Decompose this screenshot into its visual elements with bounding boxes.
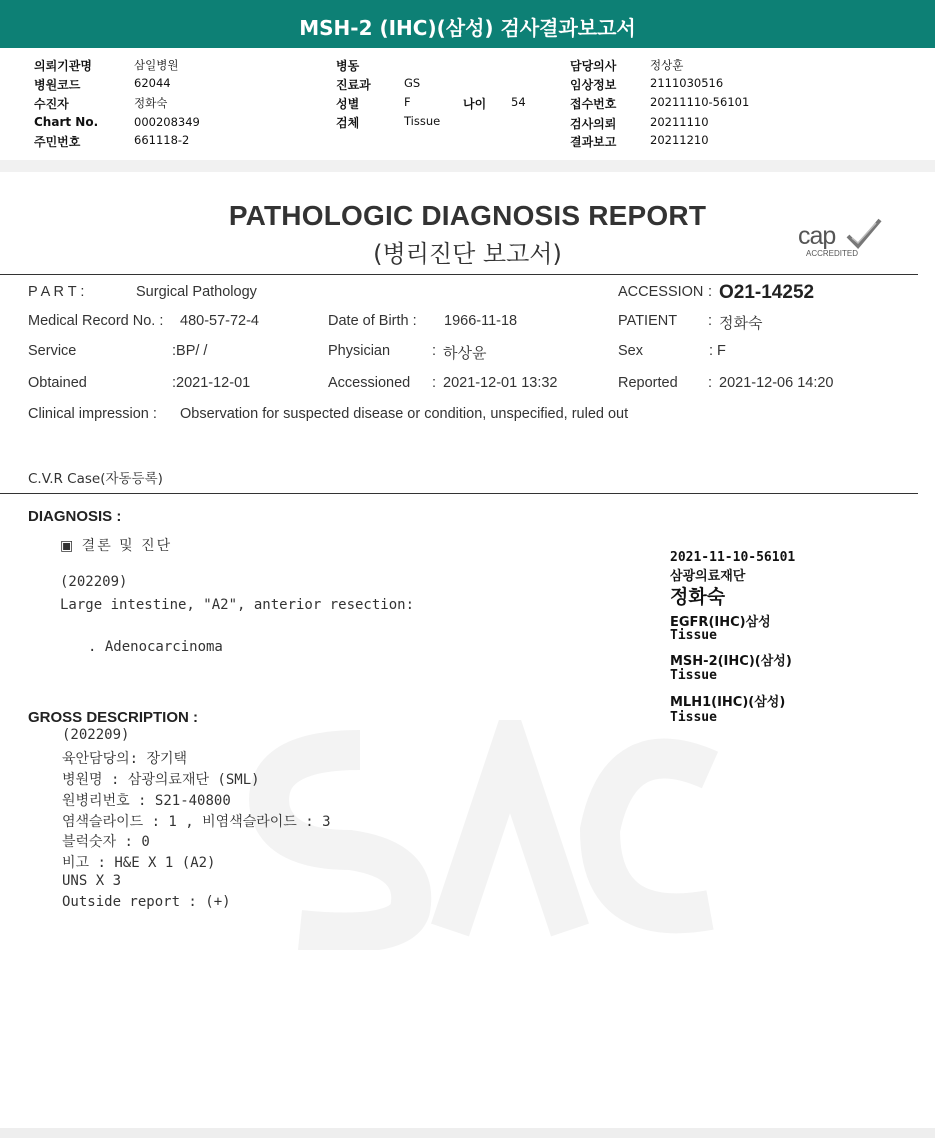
part-label: P A R T : [28, 284, 85, 300]
doctor-value: 정상훈 [650, 58, 684, 72]
accessioned-value: 2021-12-01 13:32 [443, 375, 558, 391]
diagnosis-line: . Adenocarcinoma [88, 639, 223, 655]
resident-no-value: 661118-2 [134, 133, 190, 147]
report-subtitle: (병리진단 보고서) [373, 240, 562, 268]
report-banner-title: MSH-2 (IHC)(삼성) 검사결과보고서 [0, 0, 935, 48]
test-request-label: 검사의뢰 [570, 117, 617, 131]
hospital-code-value: 62044 [134, 76, 171, 90]
result-report-label: 결과보고 [570, 135, 617, 149]
receipt-no-value: 20211110-56101 [650, 95, 750, 109]
stamp-line: Tissue [670, 668, 717, 683]
dob-value: 1966-11-18 [444, 313, 518, 329]
accession-label: ACCESSION [618, 284, 704, 300]
physician-label: Physician [328, 343, 391, 359]
reported-value: 2021-12-06 14:20 [719, 375, 834, 391]
ward-label: 병동 [336, 59, 360, 73]
hospital-name-value: 삼일병원 [134, 58, 179, 72]
stamp-line: 2021-11-10-56101 [670, 550, 796, 565]
hospital-name-label: 의뢰기관명 [34, 59, 92, 73]
physician-value: 하상윤 [443, 344, 487, 362]
examinee-value: 정화숙 [134, 96, 168, 110]
gross-description-heading: GROSS DESCRIPTION : [28, 709, 199, 726]
doctor-label: 담당의사 [570, 59, 617, 73]
patient-value: 정화숙 [719, 314, 763, 332]
request-info-panel [0, 48, 935, 161]
gross-line: (202209) [62, 727, 130, 743]
accession-value: O21-14252 [719, 282, 815, 303]
cvr-case-note: C.V.R Case(자동등록) [28, 471, 163, 487]
patient-label: PATIENT [618, 313, 678, 329]
obtained-label: Obtained [28, 375, 87, 391]
cap-accredited-logo [798, 218, 888, 258]
chart-no-label: Chart No. [34, 115, 99, 129]
diagnosis-line: (202209) [60, 574, 128, 590]
department-label: 진료과 [336, 78, 371, 92]
chart-no-value: 000208349 [134, 115, 200, 129]
diagnosis-heading: DIAGNOSIS : [28, 508, 122, 525]
accessioned-label: Accessioned [328, 375, 411, 391]
stamp-line: MLH1(IHC)(삼성) [670, 695, 786, 710]
top-rule [0, 274, 918, 275]
watermark [240, 720, 740, 950]
cap-logo-subtext: ACCREDITED [806, 249, 859, 258]
diagnosis-conclusion-heading: ▣ 결론 및 진단 [60, 538, 173, 554]
clinical-info-label: 임상정보 [570, 78, 617, 92]
specimen-label: 검체 [336, 116, 360, 130]
age-label: 나이 [463, 97, 487, 111]
obtained-value: :2021-12-01 [172, 375, 251, 391]
stamp-line: 삼광의료재단 [670, 569, 746, 584]
test-request-value: 20211110 [650, 115, 709, 129]
sex-field-value: : F [709, 343, 726, 359]
dob-label: Date of Birth : [328, 313, 417, 329]
check-icon [846, 218, 882, 250]
receipt-no-label: 접수번호 [570, 97, 617, 111]
result-report-value: 20211210 [650, 133, 709, 147]
stamp-patient-name: 정화숙 [670, 586, 726, 608]
page-bottom-band [0, 1128, 935, 1138]
service-value: :BP/ / [172, 343, 208, 359]
medical-record-label: Medical Record No. : [28, 313, 164, 329]
stamp-line: EGFR(IHC)삼성 [670, 615, 771, 630]
part-value: Surgical Pathology [136, 284, 257, 300]
gross-line: 염색슬라이드 : 1 , 비염색슬라이드 : 3 [62, 814, 331, 830]
clinical-info-value: 2111030516 [650, 76, 724, 90]
clinical-impression-label: Clinical impression : [28, 406, 157, 422]
stamp-line: Tissue [670, 628, 717, 643]
gross-line: 블럭숫자 : 0 [62, 834, 150, 850]
gross-line: 육안담당의: 장기택 [62, 751, 188, 767]
sex-field-label: Sex [618, 343, 643, 359]
cap-logo-text: cap [798, 222, 836, 250]
section-divider [0, 160, 935, 172]
gross-line: 비고 : H&E X 1 (A2) [62, 855, 216, 871]
hospital-code-label: 병원코드 [34, 78, 81, 92]
service-label: Service [28, 343, 77, 359]
diagnosis-line: Large intestine, "A2", anterior resection: [60, 597, 415, 613]
resident-no-label: 주민번호 [34, 135, 81, 149]
gross-line: Outside report : (+) [62, 894, 231, 910]
department-value: GS [404, 76, 421, 90]
reported-label: Reported [618, 375, 678, 391]
medical-record-value: 480-57-72-4 [180, 313, 259, 329]
clinical-impression-value: Observation for suspected disease or condition, unspecified, ruled out [180, 406, 629, 422]
specimen-value: Tissue [404, 114, 441, 128]
gross-line: UNS X 3 [62, 873, 122, 889]
stamp-line: MSH-2(IHC)(삼성) [670, 654, 792, 669]
report-title: PATHOLOGIC DIAGNOSIS REPORT [228, 200, 707, 231]
stamp-line: Tissue [670, 710, 717, 725]
diagnosis-rule [0, 493, 918, 494]
examinee-label: 수진자 [34, 97, 69, 111]
gross-line: 원병리번호 : S21-40800 [62, 793, 231, 809]
sex-value: F [404, 95, 411, 109]
gross-line: 병원명 : 삼광의료재단 (SML) [62, 772, 260, 788]
age-value: 54 [511, 95, 526, 109]
sex-label: 성별 [336, 97, 360, 111]
